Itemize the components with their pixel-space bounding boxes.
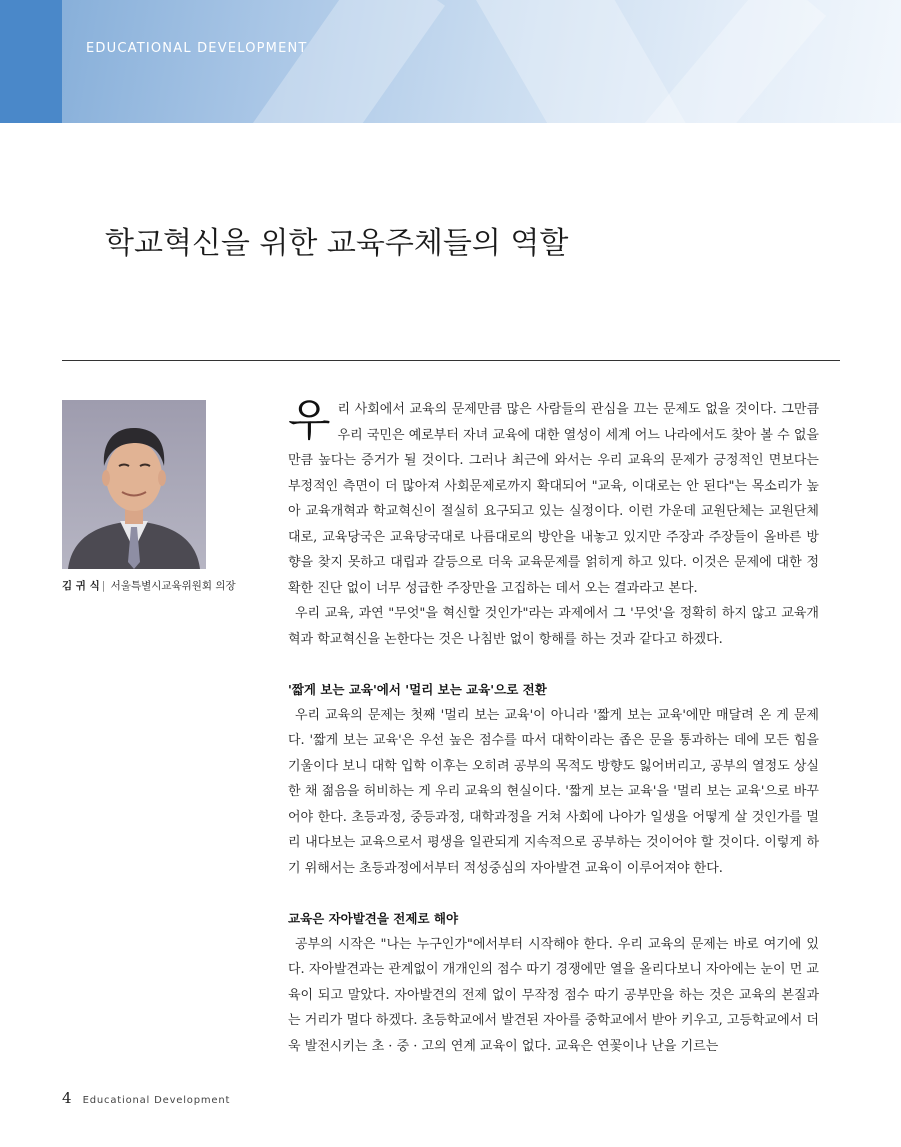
banner-decoration — [468, 0, 692, 123]
section-heading: 교육은 자아발견을 전제로 해야 — [288, 911, 459, 926]
banner-decoration — [644, 0, 826, 123]
drop-cap: 우 — [288, 395, 331, 446]
section-heading: '짧게 보는 교육'에서 '멀리 보는 교육'으로 전환 — [288, 682, 547, 697]
banner-accent-bar — [0, 0, 62, 123]
header-banner — [0, 0, 901, 123]
author-name: 김 귀 식 — [62, 580, 100, 592]
footer-label: Educational Development — [82, 1095, 231, 1106]
page-footer — [62, 1088, 230, 1107]
author-photo — [62, 400, 206, 569]
intro-paragraph-2: 우리 교육, 과연 "무엇"을 혁신할 것인가"라는 과제에서 그 '무엇'을 정확히 하지 않고 교육개혁과 학교혁신을 논한다는 것은 나침반 없이 항해를 하는 것과 같다고 하겠다. — [288, 606, 819, 647]
article-title: 학교혁신을 위한 교육주체들의 역할 — [105, 226, 569, 261]
author-portrait-image — [62, 400, 206, 569]
intro-paragraph — [288, 397, 819, 601]
banner-decoration — [245, 0, 445, 123]
intro-paragraph-text: 리 사회에서 교육의 문제만큼 많은 사람들의 관심을 끄는 문제도 없을 것이다. 그만큼 우리 국민은 예로부터 자녀 교육에 대한 열성이 세계 어느 나라에서도 찾아 볼 수 없을 만큼 높다는 증거가 될 것이다. 그러나 최근에 와서는 우리 교육의 문제가 긍정적인 면보다는 부정적인 측면이 더 많아져 사회문제로까지 확대되어 "교육, 이대로는 안 된다"는 목소리가 높아 교육개혁과 학교혁신이 절실히 요구되고 있는 실정이다. 이런 가운데 교원단체는 교원단체대로, 교육당국은 교육당국대로 나름대로의 방안을 내놓고 있지만 주장과 주장들이 올바른 방향을 찾지 못하고 대립과 갈등으로 더욱 교육문제를 얽히게 하고 있다. 이것은 문제에 대한 정확한 진단 없이 너무 성급한 주장만을 고집하는 데서 오는 결과라고 본다. — [288, 402, 819, 596]
author-role: 서울특별시교육위원회 의장 — [110, 580, 236, 592]
section-paragraph: 우리 교육의 문제는 첫째 '멀리 보는 교육'이 아니라 '짧게 보는 교육'에만 매달려 온 게 문제다. '짧게 보는 교육'은 우선 높은 점수를 따서 대학이라는 좁은 문을 통과하는 데에 모든 힘을 기울이다 보니 대학 입학 이후는 오히려 공부의 목적도 방향도 잃어버리고, 공부의 열정도 상실한 채 젊음을 허비하는 게 우리 교육의 현실이다. '짧게 보는 교육'을 '멀리 보는 교육'으로 바꾸어야 한다. 초등과정, 중등과정, 대학과정을 거쳐 사회에 나아가 일생을 어떻게 살 것인가를 멀리 내다보는 교육으로서 평생을 일관되게 지속적으로 공부하는 것이어야 할 것이다. 이렇게 하기 위해서는 초등과정에서부터 적성중심의 자아발견 교육이 이루어져야 한다. — [288, 707, 819, 876]
author-caption — [62, 578, 236, 593]
title-divider — [62, 360, 840, 361]
section-paragraph: 공부의 시작은 "나는 누구인가"에서부터 시작해야 한다. 우리 교육의 문제는 바로 여기에 있다. 자아발견과는 관계없이 개개인의 점수 따기 경쟁에만 열을 올리다보니 자아에는 눈이 먼 교육이 되고 말았다. 자아발견의 전제 없이 무작정 점수 따기 공부만을 하는 것은 교육의 본질과는 거리가 멀다 하겠다. 초등학교에서 발견된 자아를 중학교에서 받아 키우고, 고등학교에서 더욱 발전시키는 초 · 중 · 고의 연계 교육이 없다. 교육은 연꽃이나 난을 기르는 — [288, 936, 819, 1054]
section-label: EDUCATIONAL DEVELOPMENT — [86, 41, 308, 56]
page-number: 4 — [62, 1089, 72, 1107]
article-body — [288, 397, 819, 1059]
caption-separator: | — [101, 580, 106, 592]
